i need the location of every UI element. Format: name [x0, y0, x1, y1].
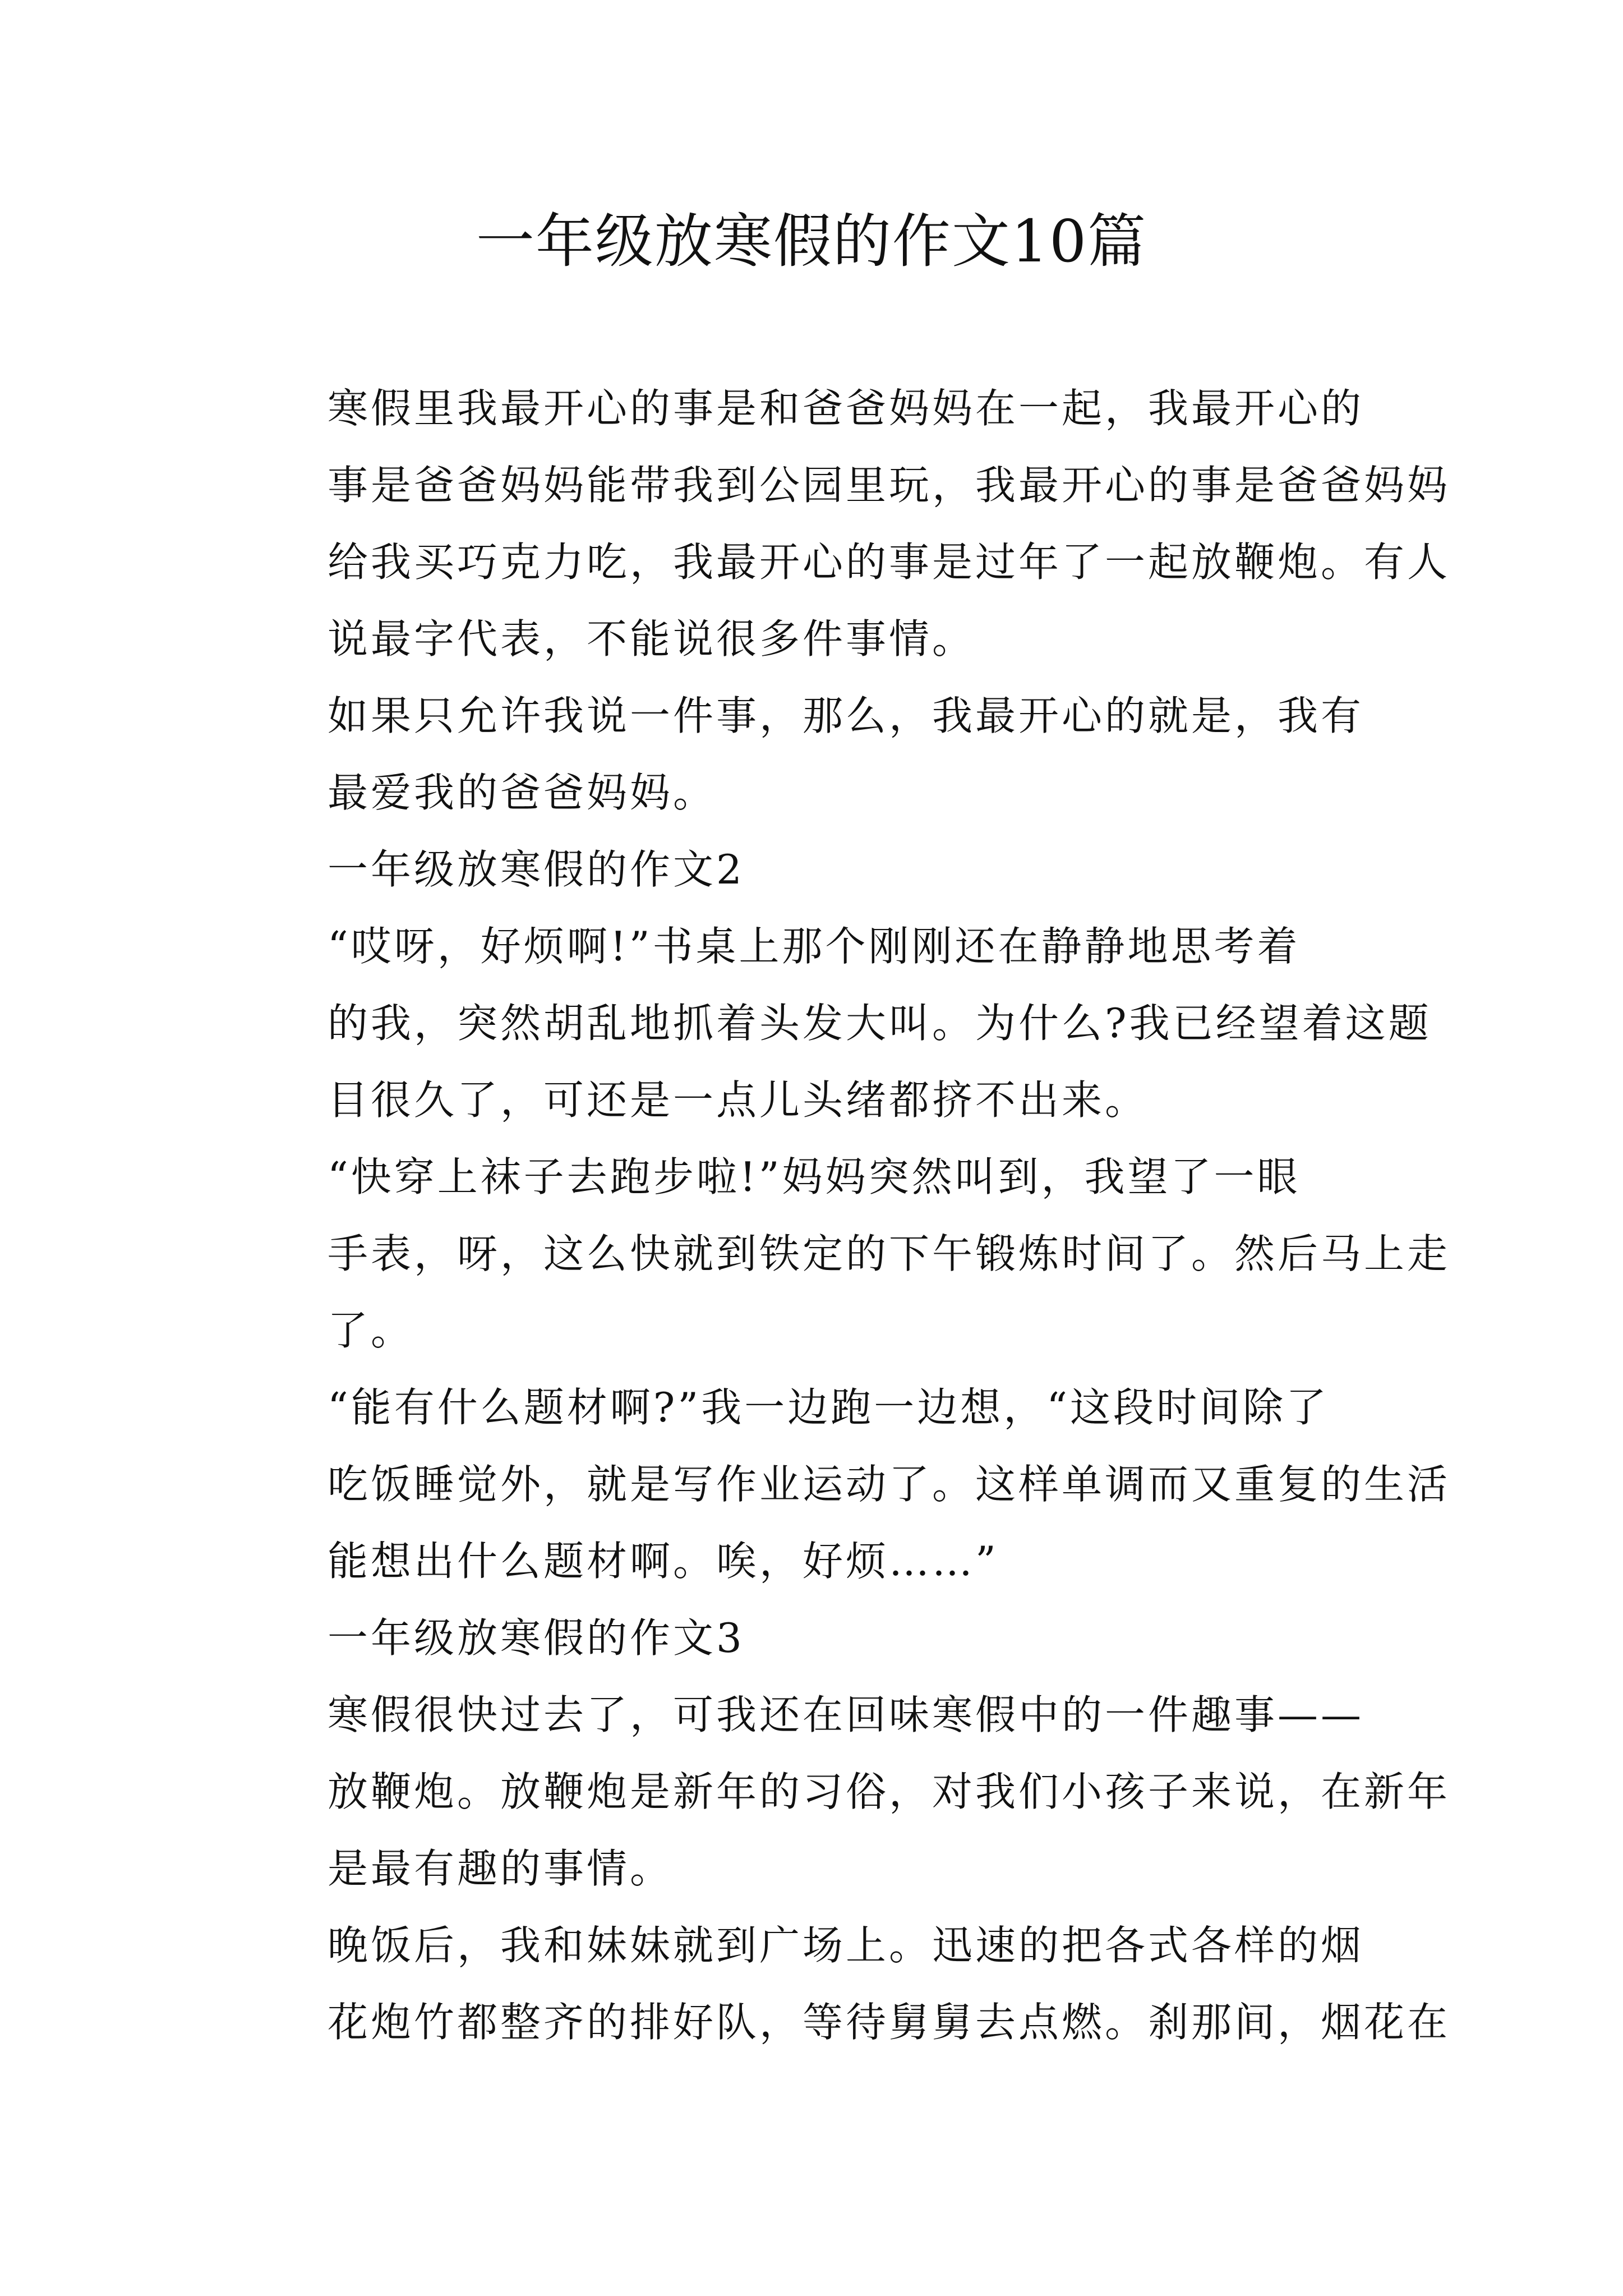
- paragraph-line: 目很久了，可还是一点儿头绪都挤不出来。: [328, 1076, 1149, 1124]
- paragraph-6: [247, 1677, 1451, 1907]
- paragraph-line: 放鞭炮。放鞭炮是新年的习俗，对我们小孩子来说，在新年: [328, 1768, 1451, 1815]
- paragraph-line: 的我，突然胡乱地抓着头发大叫。为什么?我已经望着这题: [328, 1000, 1432, 1047]
- paragraph-line: 说最字代表，不能说很多件事情。: [328, 615, 976, 662]
- paragraph-line: “快穿上袜子去跑步啦!”妈妈突然叫到，我望了一眼: [328, 1153, 1301, 1200]
- paragraph-line: 给我买巧克力吃，我最开心的事是过年了一起放鞭炮。有人: [328, 539, 1451, 586]
- paragraph-line: 寒假很快过去了，可我还在回味寒假中的一件趣事——: [328, 1691, 1364, 1738]
- paragraph-line: 手表，呀，这么快就到铁定的下午锻炼时间了。然后马上走: [328, 1230, 1451, 1277]
- paragraph-line: 事是爸爸妈妈能带我到公园里玩，我最开心的事是爸爸妈妈: [328, 462, 1451, 509]
- paragraph-line: 花炮竹都整齐的排好队，等待舅舅去点燃。刹那间，烟花在: [328, 1999, 1451, 2046]
- paragraph-line: 最爱我的爸爸妈妈。: [328, 769, 717, 816]
- paragraph-line: 寒假里我最开心的事是和爸爸妈妈在一起，我最开心的: [328, 385, 1364, 432]
- paragraph-line: 吃饭睡觉外，就是写作业运动了。这样单调而又重复的生活: [328, 1461, 1451, 1508]
- paragraph-line: 是最有趣的事情。: [328, 1845, 674, 1892]
- paragraph-5: [247, 1369, 1451, 1600]
- paragraph-line: “哎呀，好烦啊!”书桌上那个刚刚还在静静地思考着: [328, 923, 1301, 970]
- paragraph-3: [247, 908, 1432, 1139]
- paragraph-line: 晚饭后，我和妹妹就到广场上。迅速的把各式各样的烟: [328, 1922, 1364, 1969]
- paragraph-4: [247, 1139, 1451, 1369]
- paragraph-line: 能想出什么题材啊。唉，好烦……”: [328, 1538, 999, 1585]
- section-heading-text: 一年级放寒假的作文2: [328, 846, 745, 893]
- paragraph-line: “能有什么题材啊?”我一边跑一边想，“这段时间除了: [328, 1384, 1330, 1431]
- section-heading-3: [247, 1600, 1391, 1677]
- document-body: [247, 370, 1451, 2061]
- paragraph-1: [247, 370, 1451, 678]
- paragraph-line: 了。: [328, 1307, 414, 1354]
- document-title: 一年级放寒假的作文10篇: [476, 207, 1147, 275]
- paragraph-2: [247, 678, 1391, 831]
- paragraph-7: [247, 1907, 1451, 2061]
- section-heading-2: [247, 831, 1391, 908]
- paragraph-line: 如果只允许我说一件事，那么，我最开心的就是，我有: [328, 692, 1364, 739]
- section-heading-text: 一年级放寒假的作文3: [328, 1614, 745, 1662]
